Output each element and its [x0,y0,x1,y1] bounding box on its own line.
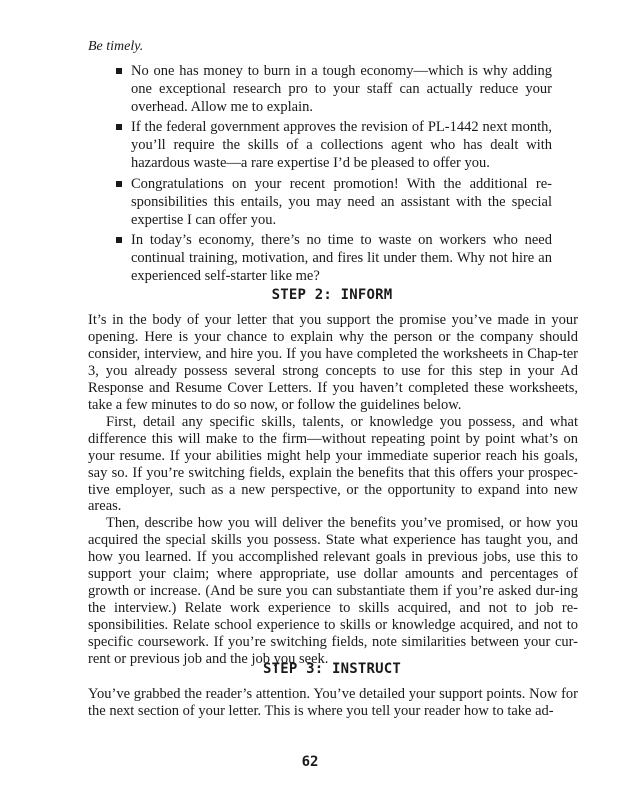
page-number: 62 [301,754,319,770]
list-item-text: If the federal government approves the revision of PL-1442 next month, you’ll require the skills of a collections agent who has dealt with hazardous waste—a rare expertise I’d be pleased to offer you. [131,119,552,172]
paragraph: You’ve grabbed the reader’s attention. You’ve detailed your support points. Now for the next section of your letter. This is where you tell your reader how to take ad- [88,686,578,719]
step-2-body [88,312,578,668]
list-item-text: No one has money to burn in a tough economy—which is why adding one exceptional research pro to your staff can actually reduce your overhead. Allow me to explain. [131,63,552,116]
list-item-text: In today’s economy, there’s no time to waste on workers who need continual training, motivation, and fires lit under them. Why not hire an experienced self-starter like me? [131,231,552,285]
bullet-square-icon [116,237,122,243]
step-3-body [88,686,578,720]
list-item [106,175,552,229]
paragraph: Then, describe how you will deliver the benefits you’ve promised, or how you acquired the special skills you possess. State what experience has taught you, and how you learned. If you accomplished relevant goals in previous jobs, use this to support your claim; where appropriate, use dollar amounts and percentages of growth or increase. (And be sure you can substantiate them if you’re asked dur-ing the interview.) Relate work experience to skills acquired, and not to job re-sponsibilities. Relate school experience to skills or knowledge acquired, and not to specific coursework. If you’re switching fields, note similarities between your cur-rent or previous job and the job you seek. [88,515,578,668]
bullet-square-icon [116,124,122,130]
list-item [106,62,552,116]
step-3-heading: STEP 3: INSTRUCT [262,661,402,677]
list-item-text: Congratulations on your recent promotion! With the additional re-sponsibilities this entails, you may need an assistant with the special expertise I can offer you. [131,175,552,228]
bullet-square-icon [116,68,122,74]
example-openings-list [106,62,552,287]
lead-in-text: Be timely. [88,39,144,54]
bullet-square-icon [116,181,122,187]
list-item [106,231,552,285]
list-item [106,118,552,172]
step-2-heading: STEP 2: INFORM [271,287,393,303]
paragraph: First, detail any specific skills, talents, or knowledge you possess, and what difference this will make to the firm—without repeating point by point what’s on your resume. If your abilities might help your immediate superior reach his goals, say so. If you’re switching fields, explain the benefits that this offers your prospec-tive employer, such as a new perspective, or the opportunity to expand into new areas. [88,413,578,515]
paragraph: It’s in the body of your letter that you support the promise you’ve made in your opening. Here is your chance to explain why the person or the company should consider, interview, and hire you. If you have completed the worksheets in Chap-ter 3, you already possess several strong concepts to use for this step in your Ad Response and Resume Cover Letters. If you haven’t completed these worksheets, take a few minutes to do so now, or follow the guidelines below. [88,312,578,413]
